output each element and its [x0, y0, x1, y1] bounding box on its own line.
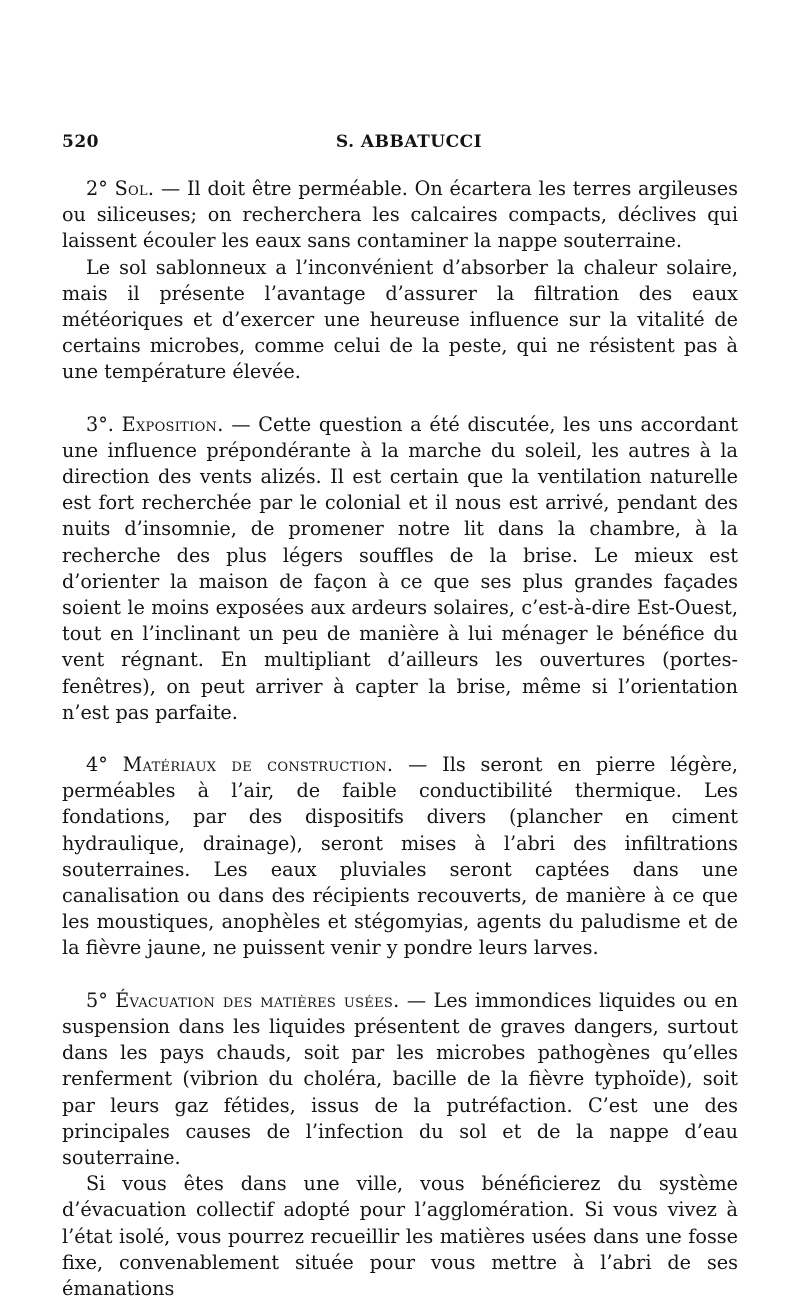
section-text-materiaux: — Ils seront en pierre légère, perméables à l’air, de faible conductibilité thermique. Les fondations, par des dispositifs divers (plancher en ciment hydraulique, drainage), seront mises à l’abri des infiltrations souterraines. Les eaux pluviales seront captées dans une canalisation ou dans des récipients recouverts, de manière à ce que les moustiques, anophèles et stégomyias, agents du paludisme et de la fièvre jaune, ne puissent venir y pondre leurs larves. [62, 753, 738, 960]
section-text-sol: — Il doit être perméable. On écartera les terres argileuses ou siliceuses; on recherchera les calcaires compacts, déclives qui laissent écouler les eaux sans contaminer la nappe souterraine. [62, 177, 738, 253]
page-header [62, 132, 738, 158]
section-number-evacuation: 5° [86, 988, 108, 1012]
running-title: S. ABBATUCCI [335, 132, 483, 152]
page-number: 520 [62, 132, 99, 152]
paragraph-evacuation [62, 988, 738, 1171]
paragraph-sol-continued: Le sol sablonneux a l’inconvénient d’absorber la chaleur solaire, mais il présente l’avantage d’assurer la filtration des eaux météoriques et d’exercer une heureuse influence sur la vitalité de certains microbes, comme celui de la peste, qui ne résistent pas à une température élevée. [62, 255, 738, 384]
paragraph-materiaux [62, 752, 738, 962]
section-title-sol: Sol. [114, 177, 155, 200]
section-number-exposition: 3°. [86, 412, 114, 436]
section-title-evacuation: Évacuation des matières usées. [115, 988, 400, 1012]
paragraph-exposition [62, 412, 738, 726]
section-text-exposition: — Cette question a été discutée, les uns accordant une influence prépondérante à la marche du soleil, les autres à la direction des vents alizés. Il est certain que la ventilation naturelle est fort recherchée par le colonial et il nous est arrivé, pendant des nuits d’insomnie, de promener notre lit dans la chambre, à la recherche des plus légers souffles de la brise. Le mieux est d’orienter la maison de façon à ce que ses plus grandes façades soient le moins exposées aux ardeurs solaires, c’est-à-dire Est-Ouest, tout en l’inclinant un peu de manière à lui ménager le bénéfice du vent régnant. En multipliant d’ailleurs les ouvertures (portes-fenêtres), on peut arriver à capter la brise, même si l’orientation n’est pas parfaite. [62, 412, 738, 724]
body-text [62, 176, 738, 1302]
section-title-materiaux: Matériaux de construction. [122, 753, 394, 777]
section-text-evacuation: — Les immondices liquides ou en suspension dans les liquides présentent de graves dangers, surtout dans les pays chauds, soit par les microbes pathogènes qu’elles renferment (vibrion du choléra, bacille de la fièvre typhoïde), soit par leurs gaz fétides, issus de la putréfaction. C’est une des principales causes de l’infection du sol et de la nappe d’eau souterraine. [62, 988, 738, 1169]
section-number-materiaux: 4° [86, 753, 108, 777]
section-number-sol: 2° [86, 177, 108, 200]
paragraph-evacuation-continued: Si vous êtes dans une ville, vous bénéficierez du système d’évacuation collectif adopté pour l’agglomération. Si vous vivez à l’état isolé, vous pourrez recueillir les matières usées dans une fosse fixe, convenablement située pour vous mettre à l’abri de ses émanations [62, 1172, 738, 1300]
section-title-exposition: Exposition. [121, 412, 224, 436]
paragraph-sol [62, 176, 738, 255]
